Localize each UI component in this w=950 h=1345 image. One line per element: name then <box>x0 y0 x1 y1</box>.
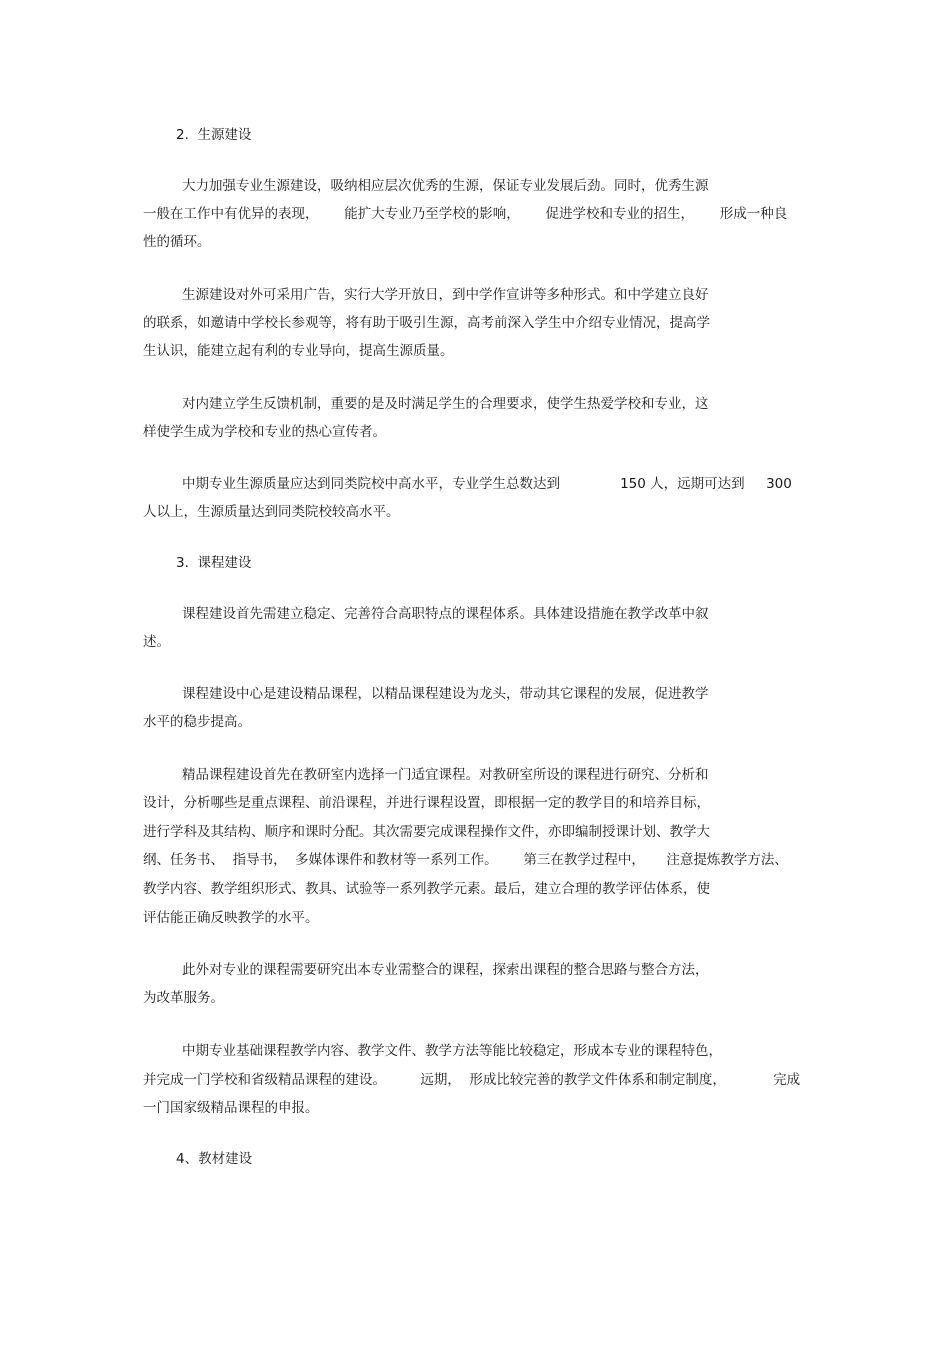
paragraph-line: 课程建设中心是建设精品课程，以精品课程建设为龙头，带动其它课程的发展，促进教学 <box>182 686 709 702</box>
paragraph-line: 生源建设对外可采用广告，实行大学开放日，到中学作宣讲等多种形式。和中学建立良好 <box>182 287 709 303</box>
section-heading: 3. 课程建设 <box>176 555 252 571</box>
paragraph-line: 大力加强专业生源建设，吸纳相应层次优秀的生源，保证专业发展后劲。同时，优秀生源 <box>182 178 709 194</box>
paragraph-line: 此外对专业的课程需要研究出本专业需整合的课程，探索出课程的整合思路与整合方法， <box>182 962 709 978</box>
paragraph-line: 述。 <box>143 634 170 650</box>
paragraph-line: 水平的稳步提高。 <box>143 714 251 730</box>
paragraph-line: 对内建立学生反馈机制，重要的是及时满足学生的合理要求，使学生热爱学校和专业，这 <box>182 396 709 412</box>
paragraph-line: 课程建设首先需建立稳定、完善符合高职特点的课程体系。具体建设措施在教学改革中叙 <box>182 606 709 622</box>
section-heading: 2. 生源建设 <box>176 127 252 143</box>
paragraph-line: 设计，分析哪些是重点课程、前沿课程，并进行课程设置，即根据一定的教学目的和培养目标， <box>143 795 710 811</box>
paragraph-line: 的联系，如邀请中学校长参观等，将有助于吸引生源，高考前深入学生中介绍专业情况，提高学 <box>143 315 710 331</box>
paragraph-line: 生认识，能建立起有利的专业导向，提高生源质量。 <box>143 343 454 359</box>
paragraph-line: 精品课程建设首先在教研室内选择一门适宜课程。对教研室所设的课程进行研究、分析和 <box>182 767 709 783</box>
paragraph-line: 纲、任务书、 指导书， 多媒体课件和教材等一系列工作。 第三在教学过程中， 注意提炼教学方法、 <box>143 852 788 868</box>
paragraph-line: 一般在工作中有优异的表现， 能扩大专业乃至学校的影响， 促进学校和专业的招生， 形成一种良 <box>143 206 788 222</box>
paragraph-line: 为改革服务。 <box>143 990 224 1006</box>
paragraph-line: 性的循环。 <box>143 234 211 250</box>
paragraph-line: 样使学生成为学校和专业的热心宣传者。 <box>143 424 386 440</box>
section-heading: 4、教材建设 <box>176 1151 253 1167</box>
paragraph-line: 评估能正确反映教学的水平。 <box>143 910 319 926</box>
paragraph-line: 中期专业基础课程教学内容、教学文件、教学方法等能比较稳定，形成本专业的课程特色， <box>182 1043 722 1059</box>
paragraph-line: 中期专业生源质量应达到同类院校中高水平，专业学生总数达到 150 人，远期可达到 300 <box>182 476 792 492</box>
paragraph-line: 进行学科及其结构、顺序和课时分配。其次需要完成课程操作文件，亦即编制授课计划、教学大 <box>143 824 710 840</box>
paragraph-line: 并完成一门学校和省级精品课程的建设。 远期， 形成比较完善的教学文件体系和制定制度， 完成 <box>143 1072 801 1088</box>
paragraph-line: 一门国家级精品课程的申报。 <box>143 1100 319 1116</box>
paragraph-line: 教学内容、教学组织形式、教具、试验等一系列教学元素。最后，建立合理的教学评估体系，使 <box>143 881 710 897</box>
paragraph-line: 人以上，生源质量达到同类院校较高水平。 <box>143 504 400 520</box>
